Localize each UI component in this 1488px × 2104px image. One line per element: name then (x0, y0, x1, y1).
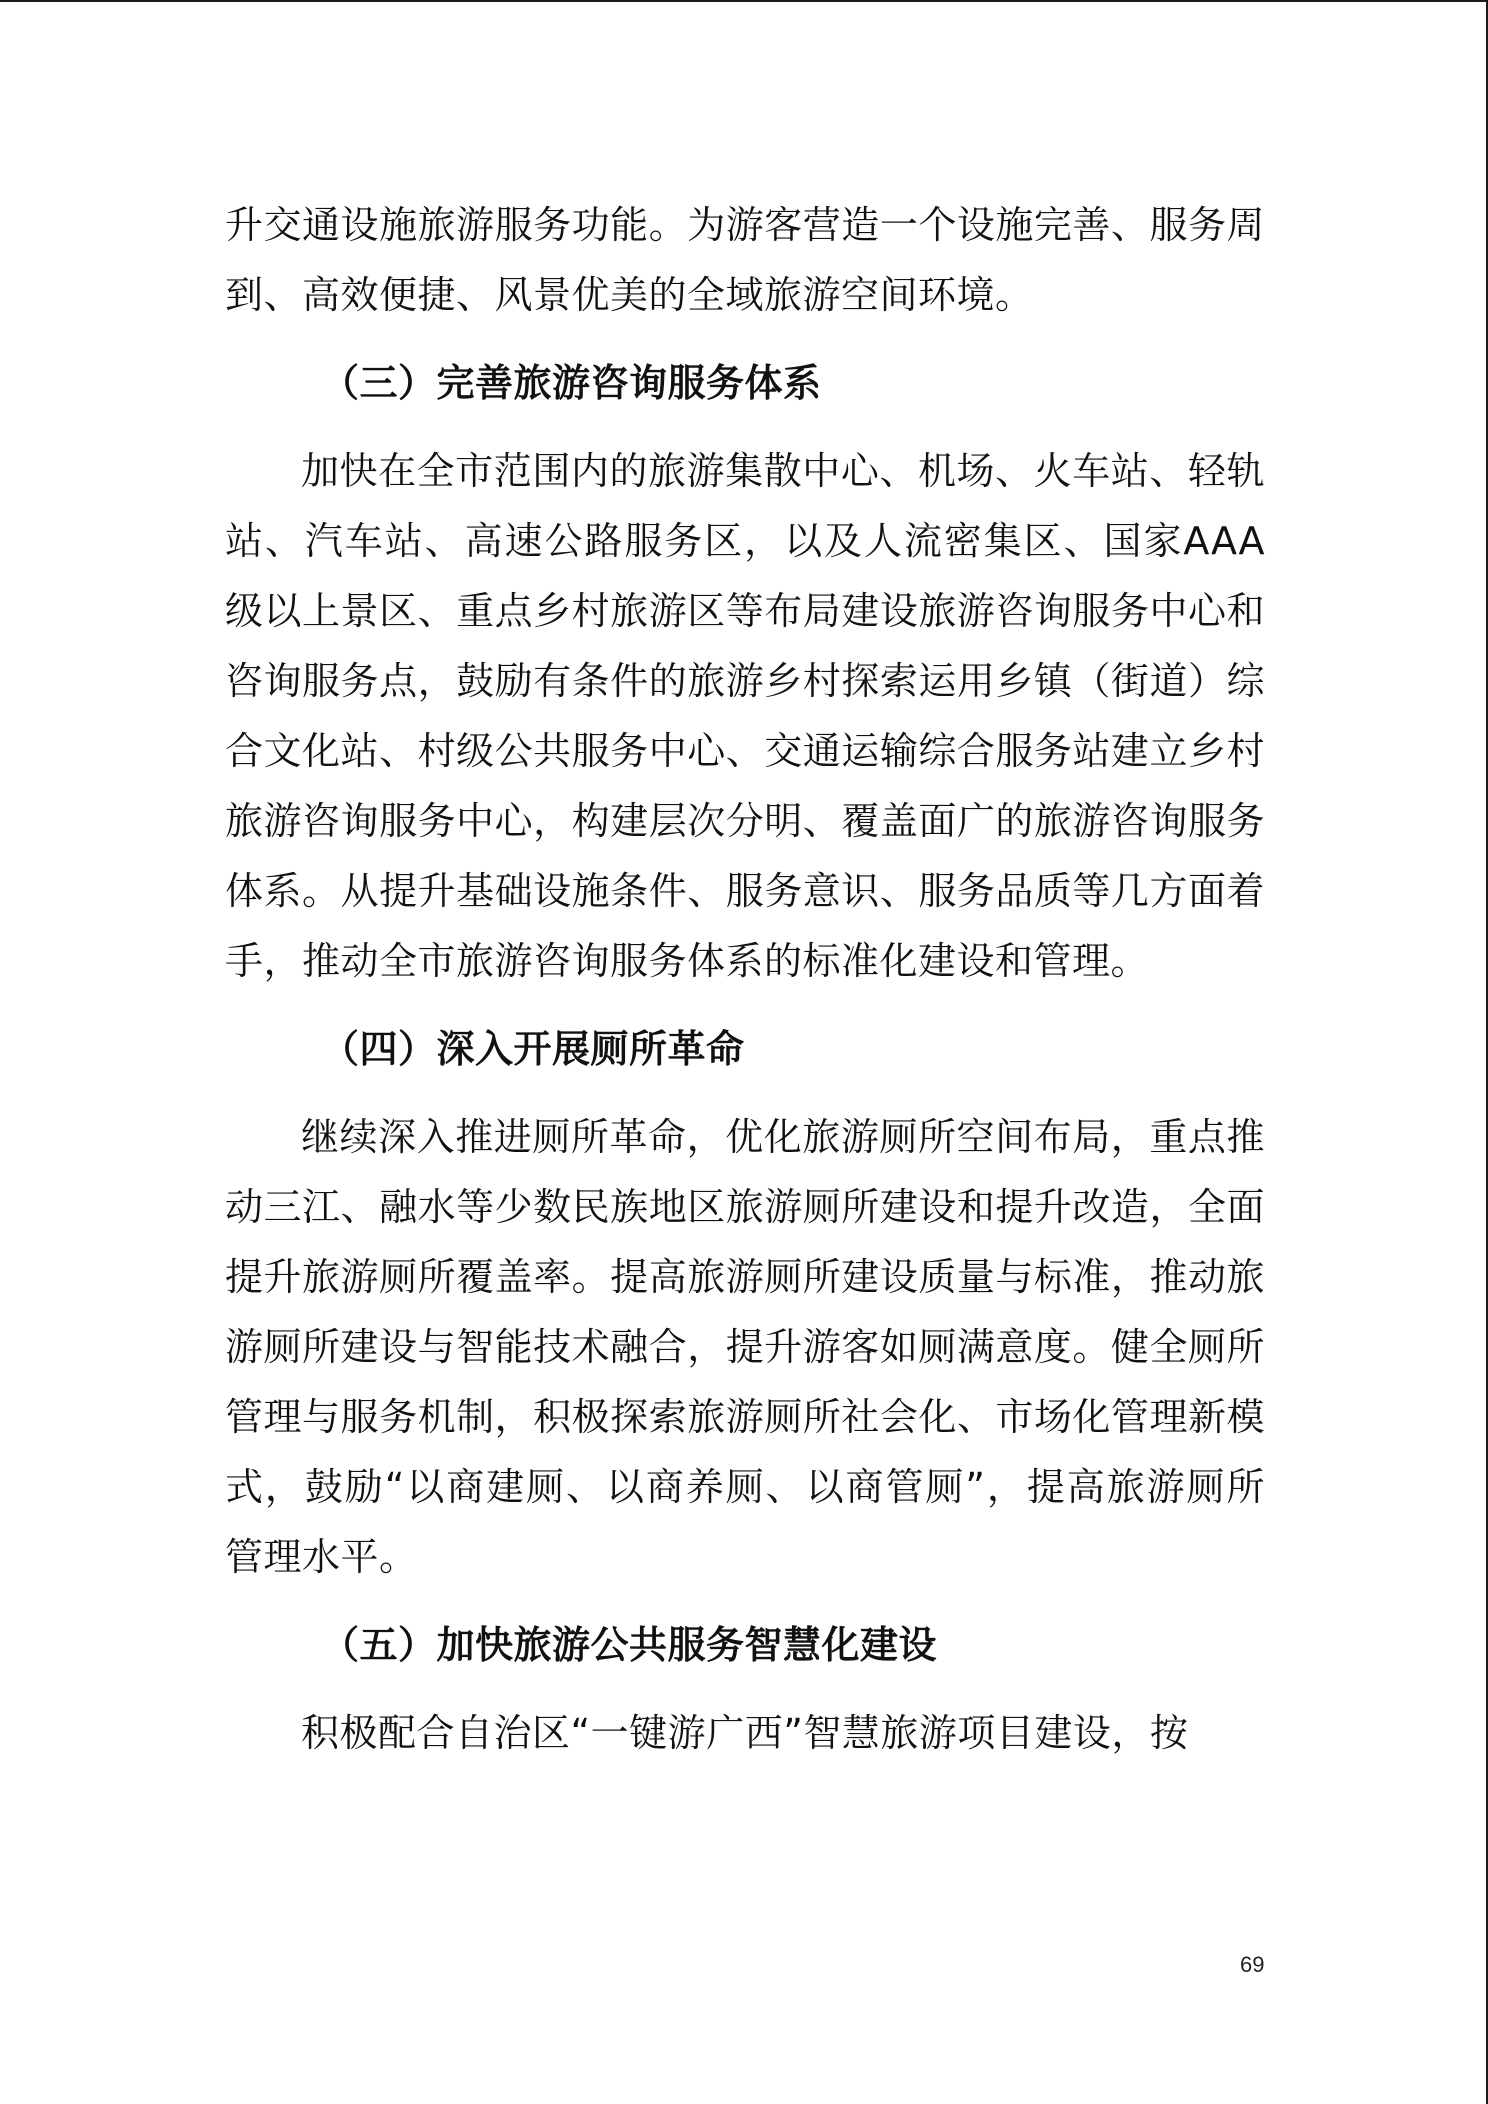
paragraph-smart-tourism: 积极配合自治区“一键游广西”智慧旅游项目建设，按 (301, 1711, 1189, 1755)
document-body (225, 190, 1265, 1768)
section-heading-3: （三）完善旅游咨询服务体系 (321, 361, 822, 405)
page-number: 69 (1240, 1952, 1265, 1977)
section-heading-4: （四）深入开展厕所革命 (321, 1027, 745, 1071)
paragraph-toilet-revolution: 继续深入推进厕所革命，优化旅游厕所空间布局，重点推动三江、融水等少数民族地区旅游厕所建设和提升改造，全面提升旅游厕所覆盖率。提高旅游厕所建设质量与标准，推动旅游厕所建设与智能技术融合，提升游客如厕满意度。健全厕所管理与服务机制，积极探索旅游厕所社会化、市场化管理新模式，鼓励“以商建厕、以商养厕、以商管厕”，提高旅游厕所管理水平。 (225, 1115, 1265, 1579)
paragraph-tourism-consulting: 加快在全市范围内的旅游集散中心、机场、火车站、轻轨站、汽车站、高速公路服务区，以及人流密集区、国家AAA级以上景区、重点乡村旅游区等布局建设旅游咨询服务中心和咨询服务点，鼓励有条件的旅游乡村探索运用乡镇（街道）综合文化站、村级公共服务中心、交通运输综合服务站建立乡村旅游咨询服务中心，构建层次分明、覆盖面广的旅游咨询服务体系。从提升基础设施条件、服务意识、服务品质等几方面着手，推动全市旅游咨询服务体系的标准化建设和管理。 (225, 449, 1265, 983)
top-border-line (0, 0, 1488, 2)
paragraph-continued: 升交通设施旅游服务功能。为游客营造一个设施完善、服务周到、高效便捷、风景优美的全域旅游空间环境。 (225, 203, 1265, 317)
section-heading-5: （五）加快旅游公共服务智慧化建设 (321, 1623, 938, 1667)
